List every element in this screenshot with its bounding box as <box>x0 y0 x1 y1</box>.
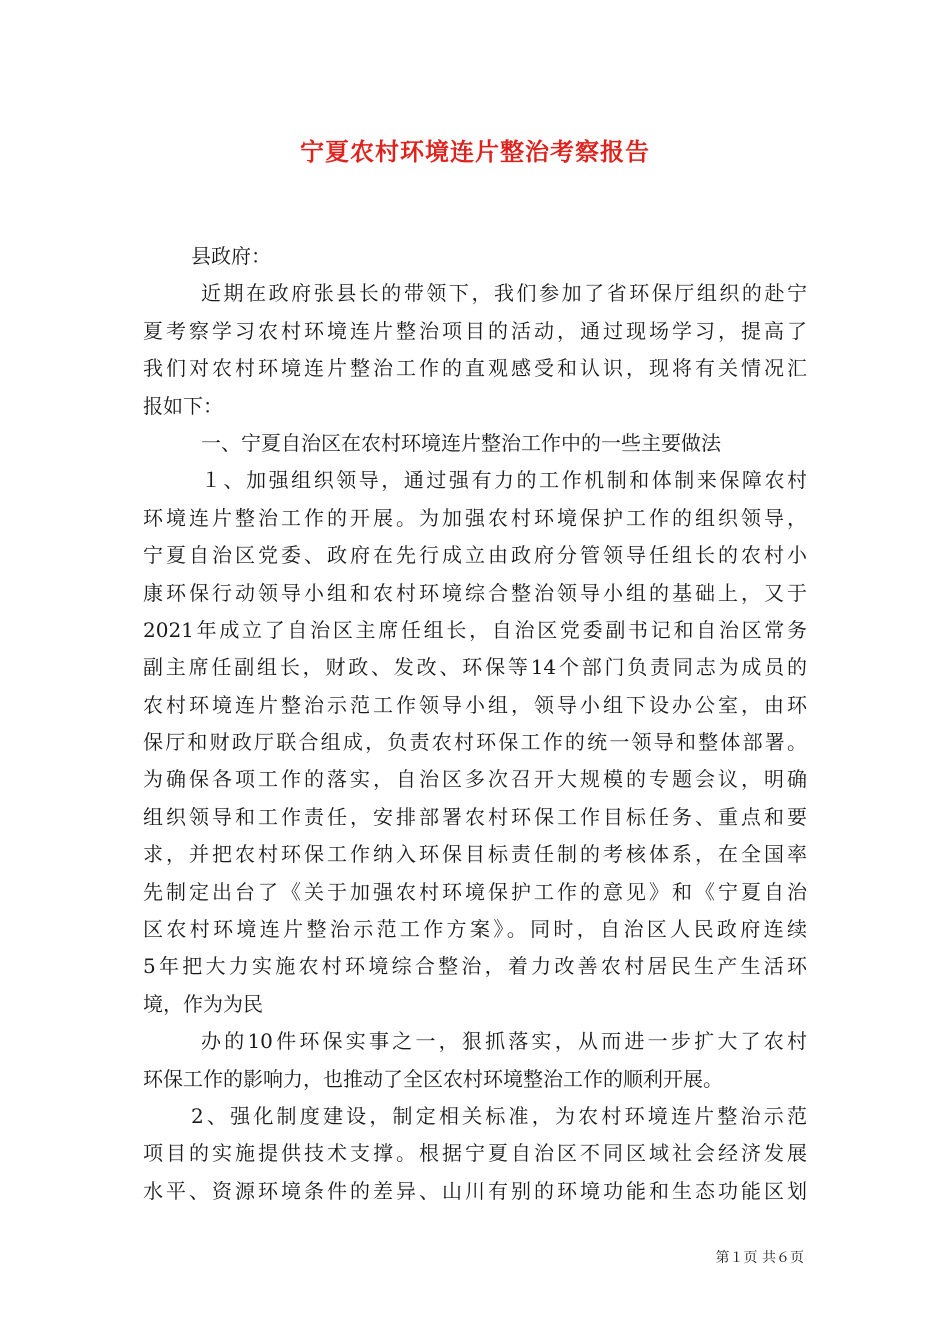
text-line: 境，作为为民 <box>143 991 263 1016</box>
text-line: 组织领导和工作责任，安排部署农村环保工作目标任务、重点和要 <box>143 804 807 829</box>
text-line: 康环保行动领导小组和农村环境综合整治领导小组的基础上，又于 <box>143 580 807 605</box>
text-line: 2021年成立了自治区主席任组长，自治区党委副书记和自治区常务 <box>143 617 807 642</box>
text-line: 为确保各项工作的落实，自治区多次召开大规模的专题会议，明确 <box>143 767 807 792</box>
text-line: 5年把大力实施农村环境综合整治，着力改善农村居民生产生活环 <box>143 954 807 979</box>
text-line: 近期在政府张县长的带领下，我们参加了省环保厅组织的赴宁 <box>201 281 807 306</box>
text-line: 保厅和财政厅联合组成，负责农村环保工作的统一领导和整体部署。 <box>143 730 807 755</box>
document-body <box>143 238 807 1210</box>
text-line: 县政府： <box>191 244 271 268</box>
text-line: 环保工作的影响力，也推动了全区农村环境整治工作的顺利开展。 <box>143 1066 723 1091</box>
text-line: 我们对农村环境连片整治工作的直观感受和认识，现将有关情况汇 <box>143 356 807 381</box>
page-number: 第１页 共６页 <box>715 1250 804 1266</box>
text-line: 宁夏自治区党委、政府在先行成立由政府分管领导任组长的农村小 <box>143 543 807 568</box>
text-line: 夏考察学习农村环境连片整治项目的活动，通过现场学习，提高了 <box>143 318 807 343</box>
text-line: 区农村环境连片整治示范工作方案》。同时，自治区人民政府连续 <box>143 917 807 942</box>
text-line: １、加强组织领导，通过强有力的工作机制和体制来保障农村 <box>201 468 807 493</box>
text-line: 2、强化制度建设，制定相关标准，为农村环境连片整治示范 <box>191 1103 807 1128</box>
text-line: 环境连片整治工作的开展。为加强农村环境保护工作的组织领导， <box>143 505 807 530</box>
text-line: 先制定出台了《关于加强农村环境保护工作的意见》和《宁夏自治 <box>143 879 807 904</box>
text-line: 项目的实施提供技术支撑。根据宁夏自治区不同区域社会经济发展 <box>143 1141 807 1166</box>
text-line: 一、宁夏自治区在农村环境连片整治工作中的一些主要做法 <box>201 430 721 455</box>
text-line: 农村环境连片整治示范工作领导小组，领导小组下设办公室，由环 <box>143 692 807 717</box>
document-title: 宁夏农村环境连片整治考察报告 <box>300 137 650 166</box>
text-line: 求，并把农村环保工作纳入环保目标责任制的考核体系，在全国率 <box>143 842 807 867</box>
text-line: 报如下： <box>143 393 223 418</box>
text-line: 水平、资源环境条件的差异、山川有别的环境功能和生态功能区划 <box>143 1178 807 1203</box>
text-line: 副主席任副组长，财政、发改、环保等14个部门负责同志为成员的 <box>143 655 807 680</box>
text-line: 办的10件环保实事之一，狠抓落实，从而进一步扩大了农村 <box>201 1029 807 1054</box>
